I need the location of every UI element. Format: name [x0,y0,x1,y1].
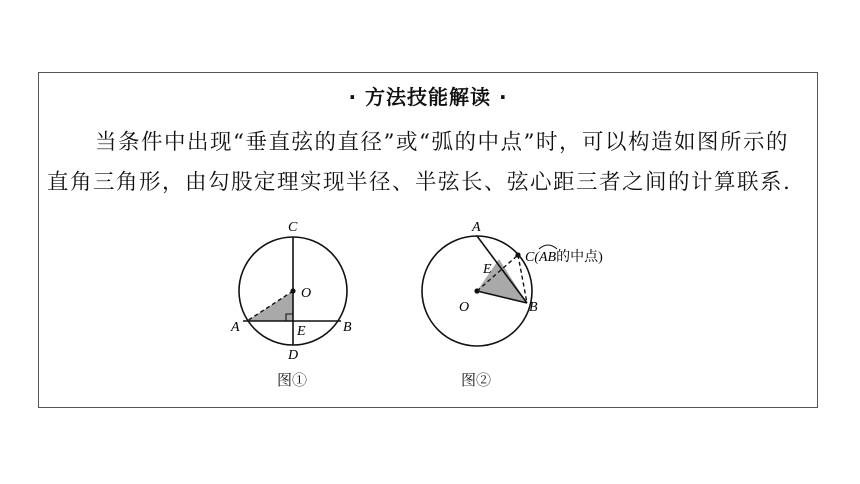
method-box [38,72,818,408]
fig2-label-E: E [483,262,492,277]
fig2-arc-mark [539,245,557,249]
fig2-label-C [525,248,603,265]
explanation-paragraph: 当条件中出现“垂直弦的直径”或“弧的中点”时，可以构造如图所示的直角三角形，由勾股定理实现半径、半弦长、弦心距三者之间的计算联系. [47,130,792,195]
fig1-label-B: B [343,320,352,335]
fig1-label-A: A [231,320,240,335]
fig2-label-B: B [529,300,538,315]
fig2-point-C-dot [515,252,520,257]
fig2-label-O: O [459,300,470,315]
fig2-label-C-prefix: C( [525,250,539,265]
fig1-label-E: E [297,324,306,339]
figure-1-caption: 图① [277,371,308,389]
fig2-label-C-arc: AB [539,250,557,265]
fig2-center-dot [474,288,479,293]
fig1-label-D: D [288,348,299,363]
fig1-label-C: C [288,220,298,235]
figure-2-caption: 图② [461,371,492,389]
figure-2-diagram [415,213,635,363]
fig2-label-A: A [472,220,481,235]
fig2-label-C-suffix: 的中点) [556,250,603,265]
section-heading: · 方法技能解读 · [348,85,508,109]
fig1-label-O: O [301,286,312,301]
figure-1-diagram [229,213,369,363]
fig1-center-dot [290,288,295,293]
